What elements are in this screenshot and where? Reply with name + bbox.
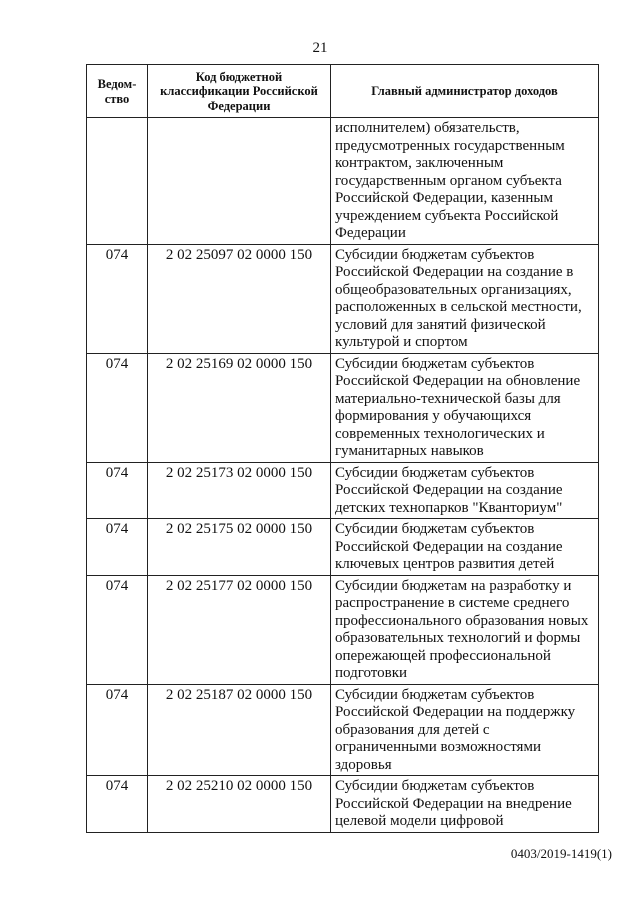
table-row: [87, 118, 599, 245]
page-number: 21: [312, 40, 328, 56]
agency-cell: 074: [87, 684, 148, 776]
agency-cell: 074: [87, 575, 148, 684]
table-row: [87, 575, 599, 684]
agency-cell: [87, 118, 148, 245]
header-budget-code: Код бюджетной классификации Российской Федерации: [148, 65, 331, 118]
revenue-administrator-cell: исполнителем) обязательств, предусмотренных государственным контрактом, заключенным государственным органом субъекта Российской Федерации, казенным учреждением субъекта Российской Федерации: [331, 118, 599, 245]
revenue-administrator-cell: Субсидии бюджетам субъектов Российской Федерации на обновление материально-технической базы для формирования у обучающихся современных технологических и гуманитарных навыков: [331, 353, 599, 462]
agency-cell: 074: [87, 353, 148, 462]
revenue-administrator-cell: Субсидии бюджетам субъектов Российской Федерации на внедрение целевой модели цифровой: [331, 776, 599, 833]
table-row: [87, 244, 599, 353]
budget-code-cell: 2 02 25210 02 0000 150: [148, 776, 331, 833]
document-registration-number: 0403/2019-1419(1): [510, 846, 612, 861]
revenue-classification-table: [86, 64, 599, 833]
revenue-administrator-cell: Субсидии бюджетам субъектов Российской Федерации на поддержку образования для детей с ограниченными возможностями здоровья: [331, 684, 599, 776]
budget-code-cell: 2 02 25177 02 0000 150: [148, 575, 331, 684]
budget-code-cell: 2 02 25175 02 0000 150: [148, 519, 331, 576]
agency-cell: 074: [87, 519, 148, 576]
budget-code-cell: 2 02 25097 02 0000 150: [148, 244, 331, 353]
revenue-administrator-cell: Субсидии бюджетам на разработку и распространение в системе среднего профессионального образования новых образовательных технологий и формы опережающей профессиональной подготовки: [331, 575, 599, 684]
budget-code-cell: 2 02 25187 02 0000 150: [148, 684, 331, 776]
revenue-administrator-cell: Субсидии бюджетам субъектов Российской Федерации на создание ключевых центров развития детей: [331, 519, 599, 576]
revenue-administrator-cell: Субсидии бюджетам субъектов Российской Федерации на создание в общеобразовательных организациях, расположенных в сельской местности, условий для занятий физической культурой и спортом: [331, 244, 599, 353]
table-row: [87, 519, 599, 576]
budget-code-cell: 2 02 25169 02 0000 150: [148, 353, 331, 462]
table-header-row: [87, 65, 599, 118]
agency-cell: 074: [87, 244, 148, 353]
revenue-administrator-cell: Субсидии бюджетам субъектов Российской Федерации на создание детских технопарков "Кванториум": [331, 462, 599, 519]
table-row: [87, 353, 599, 462]
table-row: [87, 684, 599, 776]
budget-code-cell: 2 02 25173 02 0000 150: [148, 462, 331, 519]
agency-cell: 074: [87, 462, 148, 519]
budget-code-cell: [148, 118, 331, 245]
header-revenue-administrator: Главный администратор доходов: [331, 65, 599, 118]
agency-cell: 074: [87, 776, 148, 833]
header-agency: Ведом-ство: [87, 65, 148, 118]
table-row: [87, 462, 599, 519]
table-row: [87, 776, 599, 833]
